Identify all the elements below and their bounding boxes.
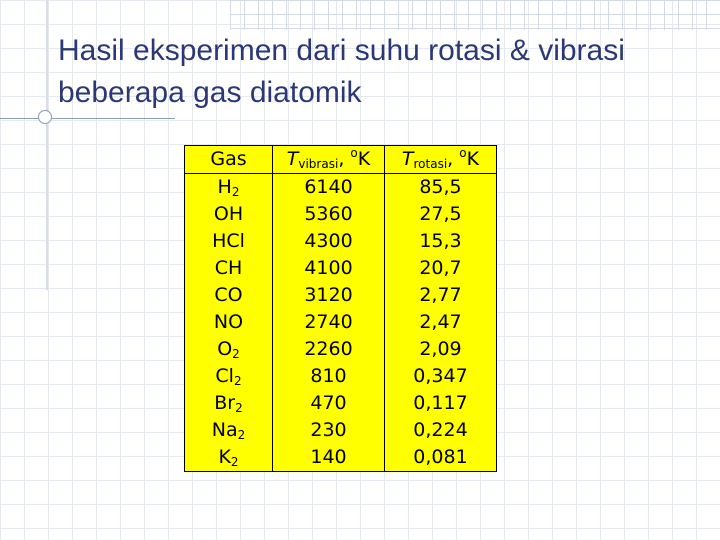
table-row	[185, 255, 497, 282]
gas-cell	[185, 174, 273, 202]
gas-name: O	[217, 338, 233, 360]
gas-subscript: 2	[235, 401, 243, 415]
gas-name: CH	[214, 257, 243, 279]
header-t-rotasi-degree: o	[459, 146, 467, 160]
gas-subscript: 2	[237, 428, 246, 442]
header-t-vibrasi-subscript: vibrasi	[298, 157, 339, 171]
t-vibrasi-cell: 140	[273, 444, 385, 472]
table-row	[185, 390, 497, 417]
t-vibrasi-cell: 5360	[273, 201, 385, 228]
t-vibrasi-cell: 230	[273, 417, 385, 444]
table-row	[185, 174, 497, 202]
header-t-vibrasi-symbol: T	[286, 148, 299, 170]
t-vibrasi-cell: 4100	[273, 255, 385, 282]
t-rotasi-cell: 20,7	[385, 255, 497, 282]
t-vibrasi-cell: 2740	[273, 309, 385, 336]
gas-cell	[185, 201, 273, 228]
decorative-horizontal-line	[0, 118, 175, 119]
gas-cell	[185, 417, 273, 444]
slide-title: Hasil eksperimen dari suhu rotasi & vibrasi beberapa gas diatomik	[58, 34, 625, 109]
decorative-circle-marker	[38, 110, 52, 124]
header-t-rotasi-symbol: T	[401, 148, 414, 170]
gas-cell	[185, 390, 273, 417]
table-row	[185, 282, 497, 309]
t-rotasi-cell: 85,5	[385, 174, 497, 202]
gas-name: Cl	[215, 365, 234, 387]
t-vibrasi-cell: 4300	[273, 228, 385, 255]
gas-temperature-table	[184, 145, 497, 472]
gas-subscript: 2	[230, 455, 239, 469]
header-t-vibrasi-separator: ,	[338, 148, 351, 170]
t-rotasi-cell: 0,081	[385, 444, 497, 472]
gas-cell	[185, 282, 273, 309]
table-row	[185, 309, 497, 336]
gas-name: CO	[214, 284, 243, 306]
t-rotasi-cell: 2,09	[385, 336, 497, 363]
t-rotasi-cell: 2,77	[385, 282, 497, 309]
t-rotasi-cell: 15,3	[385, 228, 497, 255]
gas-name: Br	[214, 392, 236, 414]
table-row	[185, 363, 497, 390]
gas-cell	[185, 336, 273, 363]
t-rotasi-cell: 27,5	[385, 201, 497, 228]
gas-subscript: 2	[232, 347, 240, 361]
header-gas: Gas	[185, 146, 273, 174]
table-row	[185, 417, 497, 444]
table-row	[185, 228, 497, 255]
t-rotasi-cell: 0,117	[385, 390, 497, 417]
decorative-grid-top	[230, 0, 720, 30]
gas-cell	[185, 444, 273, 472]
decorative-vertical-line	[46, 0, 48, 290]
table-row	[185, 201, 497, 228]
t-rotasi-cell: 0,347	[385, 363, 497, 390]
header-t-rotasi-subscript: rotasi	[413, 157, 448, 171]
t-vibrasi-cell: 810	[273, 363, 385, 390]
gas-cell	[185, 255, 273, 282]
header-t-rotasi	[385, 146, 497, 174]
gas-cell	[185, 309, 273, 336]
t-vibrasi-cell: 3120	[273, 282, 385, 309]
t-rotasi-cell: 0,224	[385, 417, 497, 444]
gas-name: Na	[211, 419, 238, 441]
gas-cell	[185, 363, 273, 390]
gas-subscript: 2	[231, 185, 240, 199]
table-row	[185, 336, 497, 363]
gas-name: OH	[213, 203, 244, 225]
gas-name: K	[218, 446, 231, 468]
header-t-vibrasi	[273, 146, 385, 174]
gas-subscript: 2	[233, 374, 242, 388]
table-header-row	[185, 146, 497, 174]
table-row	[185, 444, 497, 472]
t-vibrasi-cell: 2260	[273, 336, 385, 363]
header-t-rotasi-unit: K	[466, 148, 480, 170]
header-t-rotasi-separator: ,	[447, 148, 460, 170]
gas-name: HCl	[212, 230, 245, 252]
gas-cell	[185, 228, 273, 255]
t-vibrasi-cell: 470	[273, 390, 385, 417]
header-t-vibrasi-degree: o	[350, 146, 358, 160]
t-vibrasi-cell: 6140	[273, 174, 385, 202]
t-rotasi-cell: 2,47	[385, 309, 497, 336]
gas-name: NO	[213, 311, 244, 333]
header-t-vibrasi-unit: K	[357, 148, 371, 170]
gas-name: H	[217, 176, 232, 198]
